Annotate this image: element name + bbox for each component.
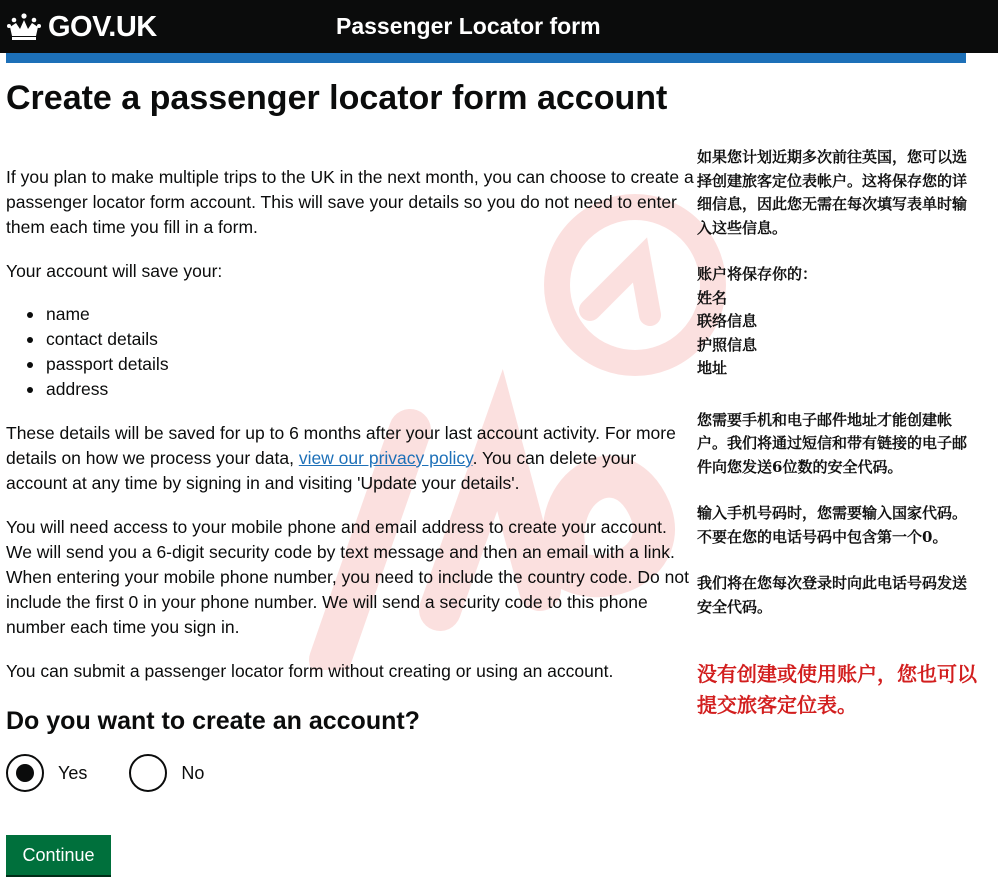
radio-yes-label[interactable]: Yes	[58, 762, 88, 783]
question-heading: Do you want to create an account?	[6, 707, 420, 735]
govuk-logo-link[interactable]	[6, 8, 157, 46]
submit-note: You can submit a passenger locator form without creating or using an account.	[6, 661, 614, 681]
list-item: name	[26, 302, 696, 327]
annotation-paragraph-4: 我们将在您每次登录时向此电话号码发送安全代码。	[697, 574, 968, 616]
privacy-policy-link[interactable]: view our privacy policy	[298, 448, 473, 468]
annotation-list-item: 地址	[697, 359, 728, 377]
site-header	[0, 0, 998, 53]
annotation-paragraph-1: 如果您计划近期多次前往英国，您可以选择创建旅客定位表帐户。这将保存您的详细信息，因此您无需在每次填写表单时输入这些信息。	[697, 148, 968, 237]
annotation-red-note: 没有创建或使用账户，您也可以提交旅客定位表。	[697, 662, 977, 717]
list-item: address	[26, 377, 696, 402]
retention-text-before: These details will be saved for up to 6 months after your last account activity. For more details on how we process your data,	[6, 423, 676, 468]
intro-paragraph: If you plan to make multiple trips to the UK in the next month, you can choose to create a passenger locator form account. This will save your details so you do not need to enter them each time you fill in a form.	[6, 167, 694, 237]
retention-text-after: . You can delete your account at any time by signing in and visiting 'Update your details'.	[6, 448, 637, 493]
annotation-list-item: 联络信息	[697, 312, 758, 330]
chinese-annotation-panel	[697, 146, 977, 721]
radio-yes-input[interactable]	[6, 754, 44, 792]
page-title: Create a passenger locator form account	[6, 79, 668, 117]
annotation-save-title: 账户将保存你的：	[697, 265, 818, 283]
save-intro-text: Your account will save your:	[6, 261, 223, 281]
radio-yes[interactable]	[6, 754, 87, 792]
saved-details-list	[26, 302, 696, 402]
annotation-list-item: 姓名	[697, 288, 728, 307]
header-accent-bar	[6, 53, 966, 63]
radio-no-input[interactable]	[129, 754, 167, 792]
continue-button[interactable]: Continue	[6, 835, 111, 875]
annotation-paragraph-2: 您需要手机和电子邮件地址才能创建帐户。我们将通过短信和带有链接的电子邮件向您发送6位数的安全代码。	[697, 410, 968, 476]
radio-no-label[interactable]: No	[181, 762, 205, 783]
list-item: passport details	[26, 352, 696, 377]
annotation-list-item: 护照信息	[697, 335, 758, 354]
list-item: contact details	[26, 327, 696, 352]
create-account-radios	[6, 754, 696, 792]
retention-paragraph	[6, 421, 696, 496]
service-name-link[interactable]: Passenger Locator form	[336, 13, 601, 39]
annotation-paragraph-3: 输入手机号码时，您需要输入国家代码。不要在您的电话号码中包含第一个0。	[697, 504, 968, 546]
govuk-logo-text: GOV.UK	[48, 10, 157, 43]
access-paragraph: You will need access to your mobile phone and email address to create your account. We will send you a 6-digit security code by text message and then an email with a link. When entering your mobile phone number, you need to include the country code. Do not include the first 0 in your phone number. We will send a security code to this phone number each time you sign in.	[6, 517, 689, 637]
radio-no[interactable]	[129, 754, 204, 792]
main-content	[6, 78, 696, 792]
crown-icon	[6, 12, 42, 42]
annotation-save-list	[697, 263, 977, 381]
